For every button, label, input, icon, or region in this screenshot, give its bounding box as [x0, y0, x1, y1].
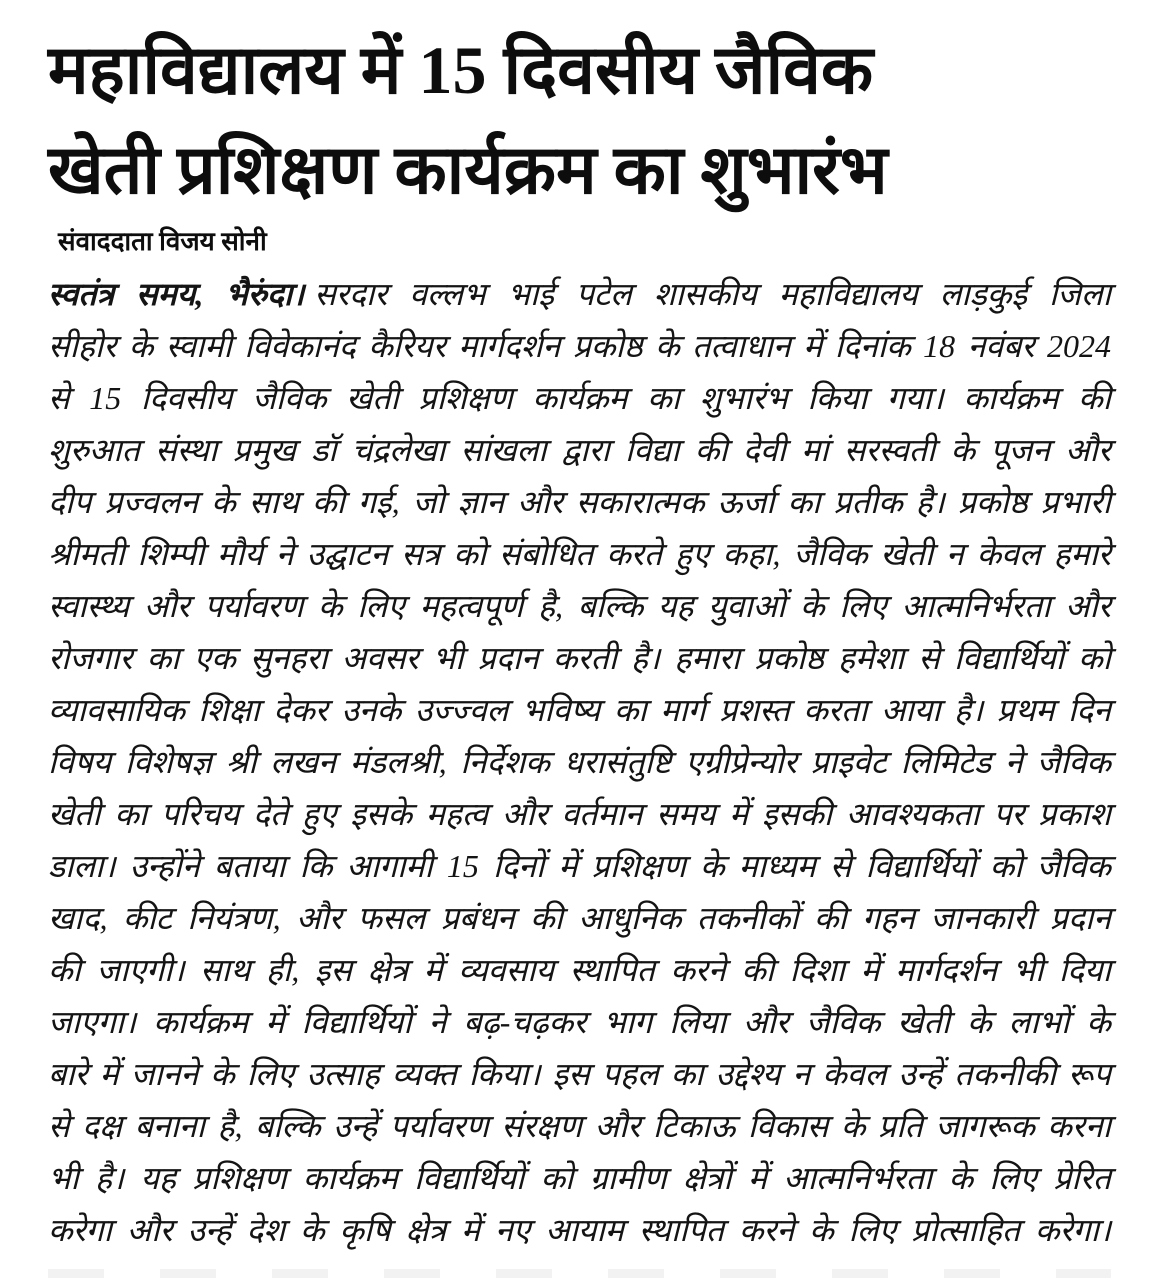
- body-line-17: से दक्ष बनाना है, बल्कि उन्हें पर्यावरण संरक्षण और टिकाऊ विकास के प्रति जागरूक करना: [48, 1108, 1111, 1144]
- body-line-14: की जाएगी। साथ ही, इस क्षेत्र में व्यवसाय स्थापित करने की दिशा में मार्गदर्शन भी दिया: [48, 952, 1111, 988]
- body-line-19: करेगा और उन्हें देश के कृषि क्षेत्र में नए आयाम स्थापित करने के लिए प्रोत्साहित करेगा।: [48, 1212, 1111, 1248]
- headline-line-2: खेती प्रशिक्षण कार्यक्रम का शुभारंभ: [48, 132, 888, 208]
- article-body: [48, 268, 1111, 1256]
- body-line-15: जाएगा। कार्यक्रम में विद्यार्थियों ने बढ़-चढ़कर भाग लिया और जैविक खेती के लाभों के: [48, 1004, 1111, 1040]
- body-line-9: व्यावसायिक शिक्षा देकर उनके उज्ज्वल भविष्य का मार्ग प्रशस्त करता आया है। प्रथम दिन: [48, 692, 1111, 728]
- body-line-8: रोजगार का एक सुनहरा अवसर भी प्रदान करती है। हमारा प्रकोष्ठ हमेशा से विद्यार्थियों को: [48, 640, 1111, 676]
- body-line-4: शुरुआत संस्था प्रमुख डॉ चंद्रलेखा सांखला द्वारा विद्या की देवी मां सरस्वती के पूजन और: [48, 432, 1111, 468]
- body-line-18: भी है। यह प्रशिक्षण कार्यक्रम विद्यार्थियों को ग्रामीण क्षेत्रों में आत्मनिर्भरता के लिए प्रेरित: [48, 1160, 1111, 1196]
- cutoff-next-line-remnant: [48, 1269, 1111, 1278]
- body-line-2: सीहोर के स्वामी विवेकानंद कैरियर मार्गदर्शन प्रकोष्ठ के तत्वाधान में दिनांक 18 नवंबर 2024: [48, 328, 1111, 364]
- byline: संवाददाता विजय सोनी: [58, 227, 267, 256]
- body-line-7: स्वास्थ्य और पर्यावरण के लिए महत्वपूर्ण है, बल्कि यह युवाओं के लिए आत्मनिर्भरता और: [48, 588, 1111, 624]
- body-line-11: खेती का परिचय देते हुए इसके महत्व और वर्तमान समय में इसकी आवश्यकता पर प्रकाश: [48, 796, 1111, 832]
- body-line-1-text: सरदार वल्लभ भाई पटेल शासकीय महाविद्यालय लाड़कुई जिला: [314, 276, 1112, 312]
- body-line-16: बारे में जानने के लिए उत्साह व्यक्त किया। इस पहल का उद्देश्य न केवल उन्हें तकनीकी रूप: [48, 1056, 1111, 1092]
- body-line-12: डाला। उन्होंने बताया कि आगामी 15 दिनों में प्रशिक्षण के माध्यम से विद्यार्थियों को जैविक: [48, 848, 1111, 884]
- headline: [48, 20, 1111, 220]
- body-line-13: खाद, कीट नियंत्रण, और फसल प्रबंधन की आधुनिक तकनीकों की गहन जानकारी प्रदान: [48, 900, 1111, 936]
- body-line-3: से 15 दिवसीय जैविक खेती प्रशिक्षण कार्यक्रम का शुभारंभ किया गया। कार्यक्रम की: [48, 380, 1111, 416]
- headline-line-1: महाविद्यालय में 15 दिवसीय जैविक: [48, 32, 874, 108]
- body-line-10: विषय विशेषज्ञ श्री लखन मंडलश्री, निर्देशक धरासंतुष्टि एग्रीप्रेन्योर प्राइवेट लिमिटेड ने जैविक: [48, 744, 1111, 780]
- body-line-5: दीप प्रज्वलन के साथ की गई, जो ज्ञान और सकारात्मक ऊर्जा का प्रतीक है। प्रकोष्ठ प्रभारी: [48, 484, 1111, 520]
- body-line-1: [48, 268, 1111, 320]
- dateline: स्वतंत्र समय, भैरुंदा।: [48, 276, 305, 312]
- body-line-6: श्रीमती शिम्पी मौर्य ने उद्घाटन सत्र को संबोधित करते हुए कहा, जैविक खेती न केवल हमारे: [48, 536, 1111, 572]
